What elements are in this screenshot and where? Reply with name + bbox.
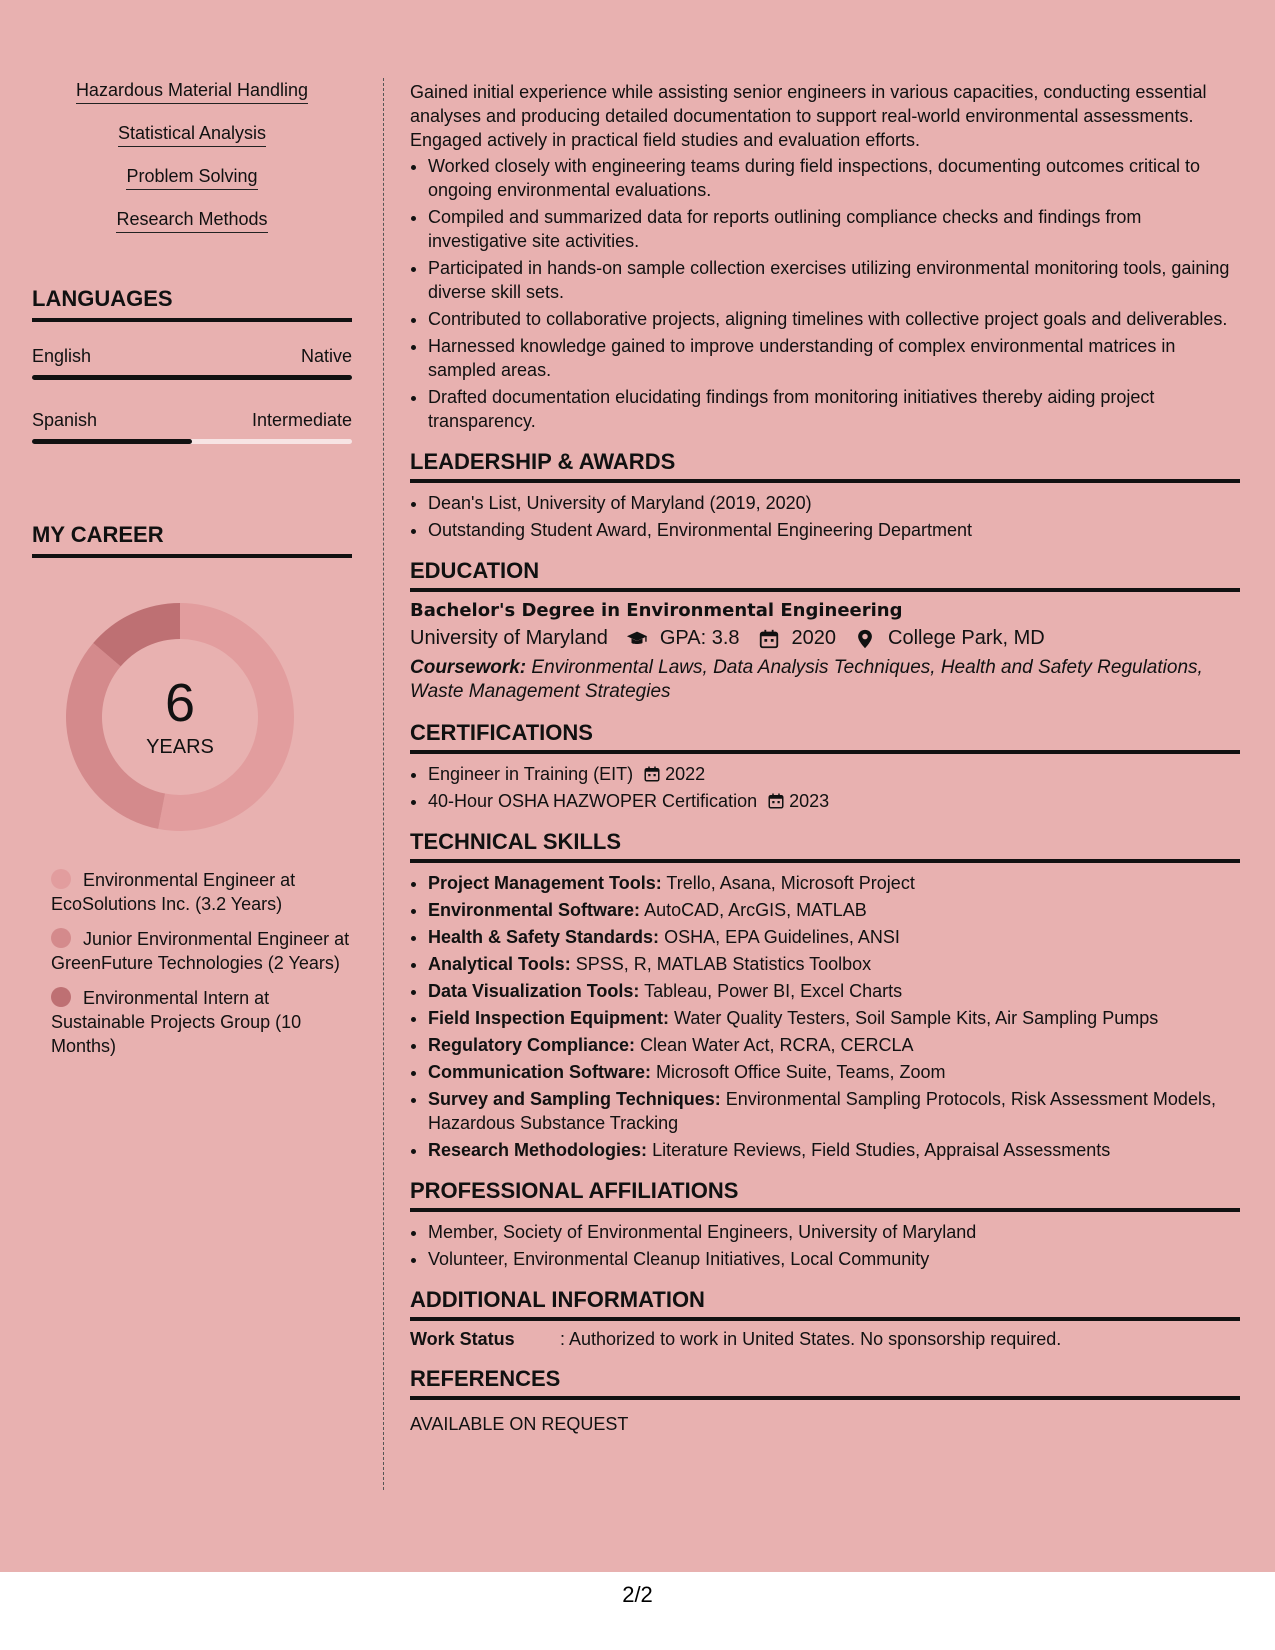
career-item [51,927,351,975]
awards-section [410,449,1240,542]
affiliation-item: • Volunteer, Environmental Cleanup Initiatives, Local Community [428,1247,1240,1271]
additional-section [410,1287,1240,1350]
technical-skill-item [428,925,1240,949]
coursework-list: Environmental Laws, Data Analysis Techniques, Health and Safety Regulations, Waste Management Strategies [410,657,1203,702]
language-bar-fill [32,375,352,380]
certification-item [428,762,1240,786]
experience-intro: Gained initial experience while assisting senior engineers in various capacities, conducting essential analyses and producing detailed documentation to support real-world environmental assessments. Engaged actively in practical field studies and evaluation efforts. [410,82,1207,150]
references-title: REFERENCES [410,1366,1240,1400]
certification-year: 2022 [665,764,706,784]
skill-category: Analytical Tools: [428,954,571,974]
career-color-dot [51,987,71,1007]
experience-bullet: • Harnessed knowledge gained to improve understanding of complex environmental matrices in sampled areas. [428,334,1240,382]
language-level: Native [300,346,352,366]
gpa: GPA: 3.8 [659,627,740,649]
award-item: • Dean's List, University of Maryland (2019, 2020) [428,491,1240,515]
skill-category: Research Methodologies: [428,1140,648,1160]
skill-values: Water Quality Testers, Soil Sample Kits, Air Sampling Pumps [674,1008,1159,1028]
technical-skill-item [428,1033,1240,1057]
education-title: EDUCATION [410,558,1240,592]
skill-values: AutoCAD, ArcGIS, MATLAB [644,900,867,920]
career-list [51,868,351,1058]
affiliations-title: PROFESSIONAL AFFILIATIONS [410,1178,1240,1212]
experience-bullet: • Participated in hands-on sample collection exercises utilizing environmental monitoring tools, gaining diverse skill sets. [428,256,1240,304]
career-title: MY CAREER [32,522,352,558]
language-bar [32,439,352,444]
experience-bullet: • Compiled and summarized data for reports outlining compliance checks and findings from investigative site activities. [428,205,1240,253]
career-section [32,522,352,1058]
career-item-text: Junior Environmental Engineer at GreenFuture Technologies (2 Years) [51,929,350,973]
skill-values: Trello, Asana, Microsoft Project [666,873,915,893]
skill-category: Regulatory Compliance: [428,1035,636,1055]
degree: Bachelor's Degree in Environmental Engineering [410,600,903,621]
experience-bullet: • Worked closely with engineering teams during field inspections, documenting outcomes critical to ongoing environmental evaluations. [428,154,1240,202]
skill-values: Environmental Sampling Protocols, Risk Assessment Models, Hazardous Substance Tracking [428,1089,1216,1133]
graduation-cap-icon [626,628,648,650]
language-bar [32,375,352,380]
technical-skills-title: TECHNICAL SKILLS [410,829,1240,863]
experience-bullet: • Contributed to collaborative projects, aligning timelines with collective project goals and deliverables. [428,307,1240,331]
languages-title: LANGUAGES [32,286,352,322]
language-bar-fill [32,439,192,444]
skill-category: Project Management Tools: [428,873,662,893]
certification-name: Engineer in Training (EIT) [428,764,634,784]
language-row [32,410,352,431]
skill-item: Statistical Analysis [118,123,266,147]
career-item-text: Environmental Engineer at EcoSolutions Inc. (3.2 Years) [51,870,296,914]
certifications-section [410,720,1240,813]
language-level: Intermediate [251,410,352,430]
certifications-title: CERTIFICATIONS [410,720,1240,754]
page-number: 2/2 [622,1582,653,1607]
school-name: University of Maryland [410,627,608,649]
technical-skill-item [428,952,1240,976]
career-item [51,868,351,916]
technical-skills-section [410,829,1240,1162]
years-label: YEARS [146,736,214,758]
certification-year: 2023 [789,791,830,811]
technical-skill-item [428,1138,1240,1162]
calendar-icon [758,628,780,650]
language-name: Spanish [32,410,98,430]
awards-title: LEADERSHIP & AWARDS [410,449,1240,483]
skill-category: Health & Safety Standards: [428,927,660,947]
skill-category: Survey and Sampling Techniques: [428,1089,721,1109]
skill-list [32,80,352,252]
skill-item: Hazardous Material Handling [76,80,308,104]
work-status-row [410,1329,1240,1350]
award-item: • Outstanding Student Award, Environmental Engineering Department [428,518,1240,542]
location-pin-icon [854,628,876,650]
skill-category: Data Visualization Tools: [428,981,640,1001]
references-section [410,1366,1240,1435]
calendar-icon [643,765,661,783]
experience-bullet: • Drafted documentation elucidating findings from monitoring initiatives thereby aiding project transparency. [428,385,1240,433]
certification-item [428,789,1240,813]
years-value: 6 [164,673,196,733]
work-status-value: : Authorized to work in United States. No sponsorship required. [560,1329,1062,1349]
experience-bullets [410,154,1240,433]
skill-item: Problem Solving [126,166,257,190]
career-color-dot [51,928,71,948]
certification-name: 40-Hour OSHA HAZWOPER Certification [428,791,758,811]
career-donut [65,602,295,832]
calendar-icon [767,792,785,810]
skill-values: SPSS, R, MATLAB Statistics Toolbox [575,954,872,974]
skill-values: Tableau, Power BI, Excel Charts [644,981,903,1001]
education-meta [410,627,1240,650]
languages-section [32,286,352,444]
technical-skill-item [428,871,1240,895]
career-item [51,986,351,1058]
page-footer [0,1572,1275,1650]
skill-category: Field Inspection Equipment: [428,1008,670,1028]
technical-skill-item [428,1087,1240,1135]
work-status-label: Work Status [410,1329,515,1349]
school-location: College Park, MD [888,627,1045,649]
language-row [32,346,352,367]
right-column [410,80,1240,1435]
education-section [410,558,1240,704]
career-item-text: Environmental Intern at Sustainable Projects Group (10 Months) [51,988,302,1056]
graduation-year: 2020 [791,627,837,649]
technical-skills-list [410,871,1240,1162]
technical-skill-item [428,979,1240,1003]
career-color-dot [51,869,71,889]
skill-values: Literature Reviews, Field Studies, Appraisal Assessments [652,1140,1111,1160]
coursework [410,656,1240,704]
column-divider [383,78,384,1490]
donut-center [65,602,295,832]
affiliation-item: • Member, Society of Environmental Engineers, University of Maryland [428,1220,1240,1244]
skill-values: Microsoft Office Suite, Teams, Zoom [656,1062,946,1082]
coursework-label: Coursework: [410,657,527,678]
references-text: AVAILABLE ON REQUEST [410,1414,629,1434]
technical-skill-item [428,1006,1240,1030]
skill-values: OSHA, EPA Guidelines, ANSI [664,927,900,947]
language-name: English [32,346,92,366]
technical-skill-item [428,1060,1240,1084]
additional-title: ADDITIONAL INFORMATION [410,1287,1240,1321]
left-column [32,80,352,1069]
technical-skill-item [428,898,1240,922]
skill-category: Environmental Software: [428,900,641,920]
skill-category: Communication Software: [428,1062,652,1082]
skill-item: Research Methods [116,209,267,233]
affiliations-section [410,1178,1240,1271]
skill-values: Clean Water Act, RCRA, CERCLA [640,1035,914,1055]
